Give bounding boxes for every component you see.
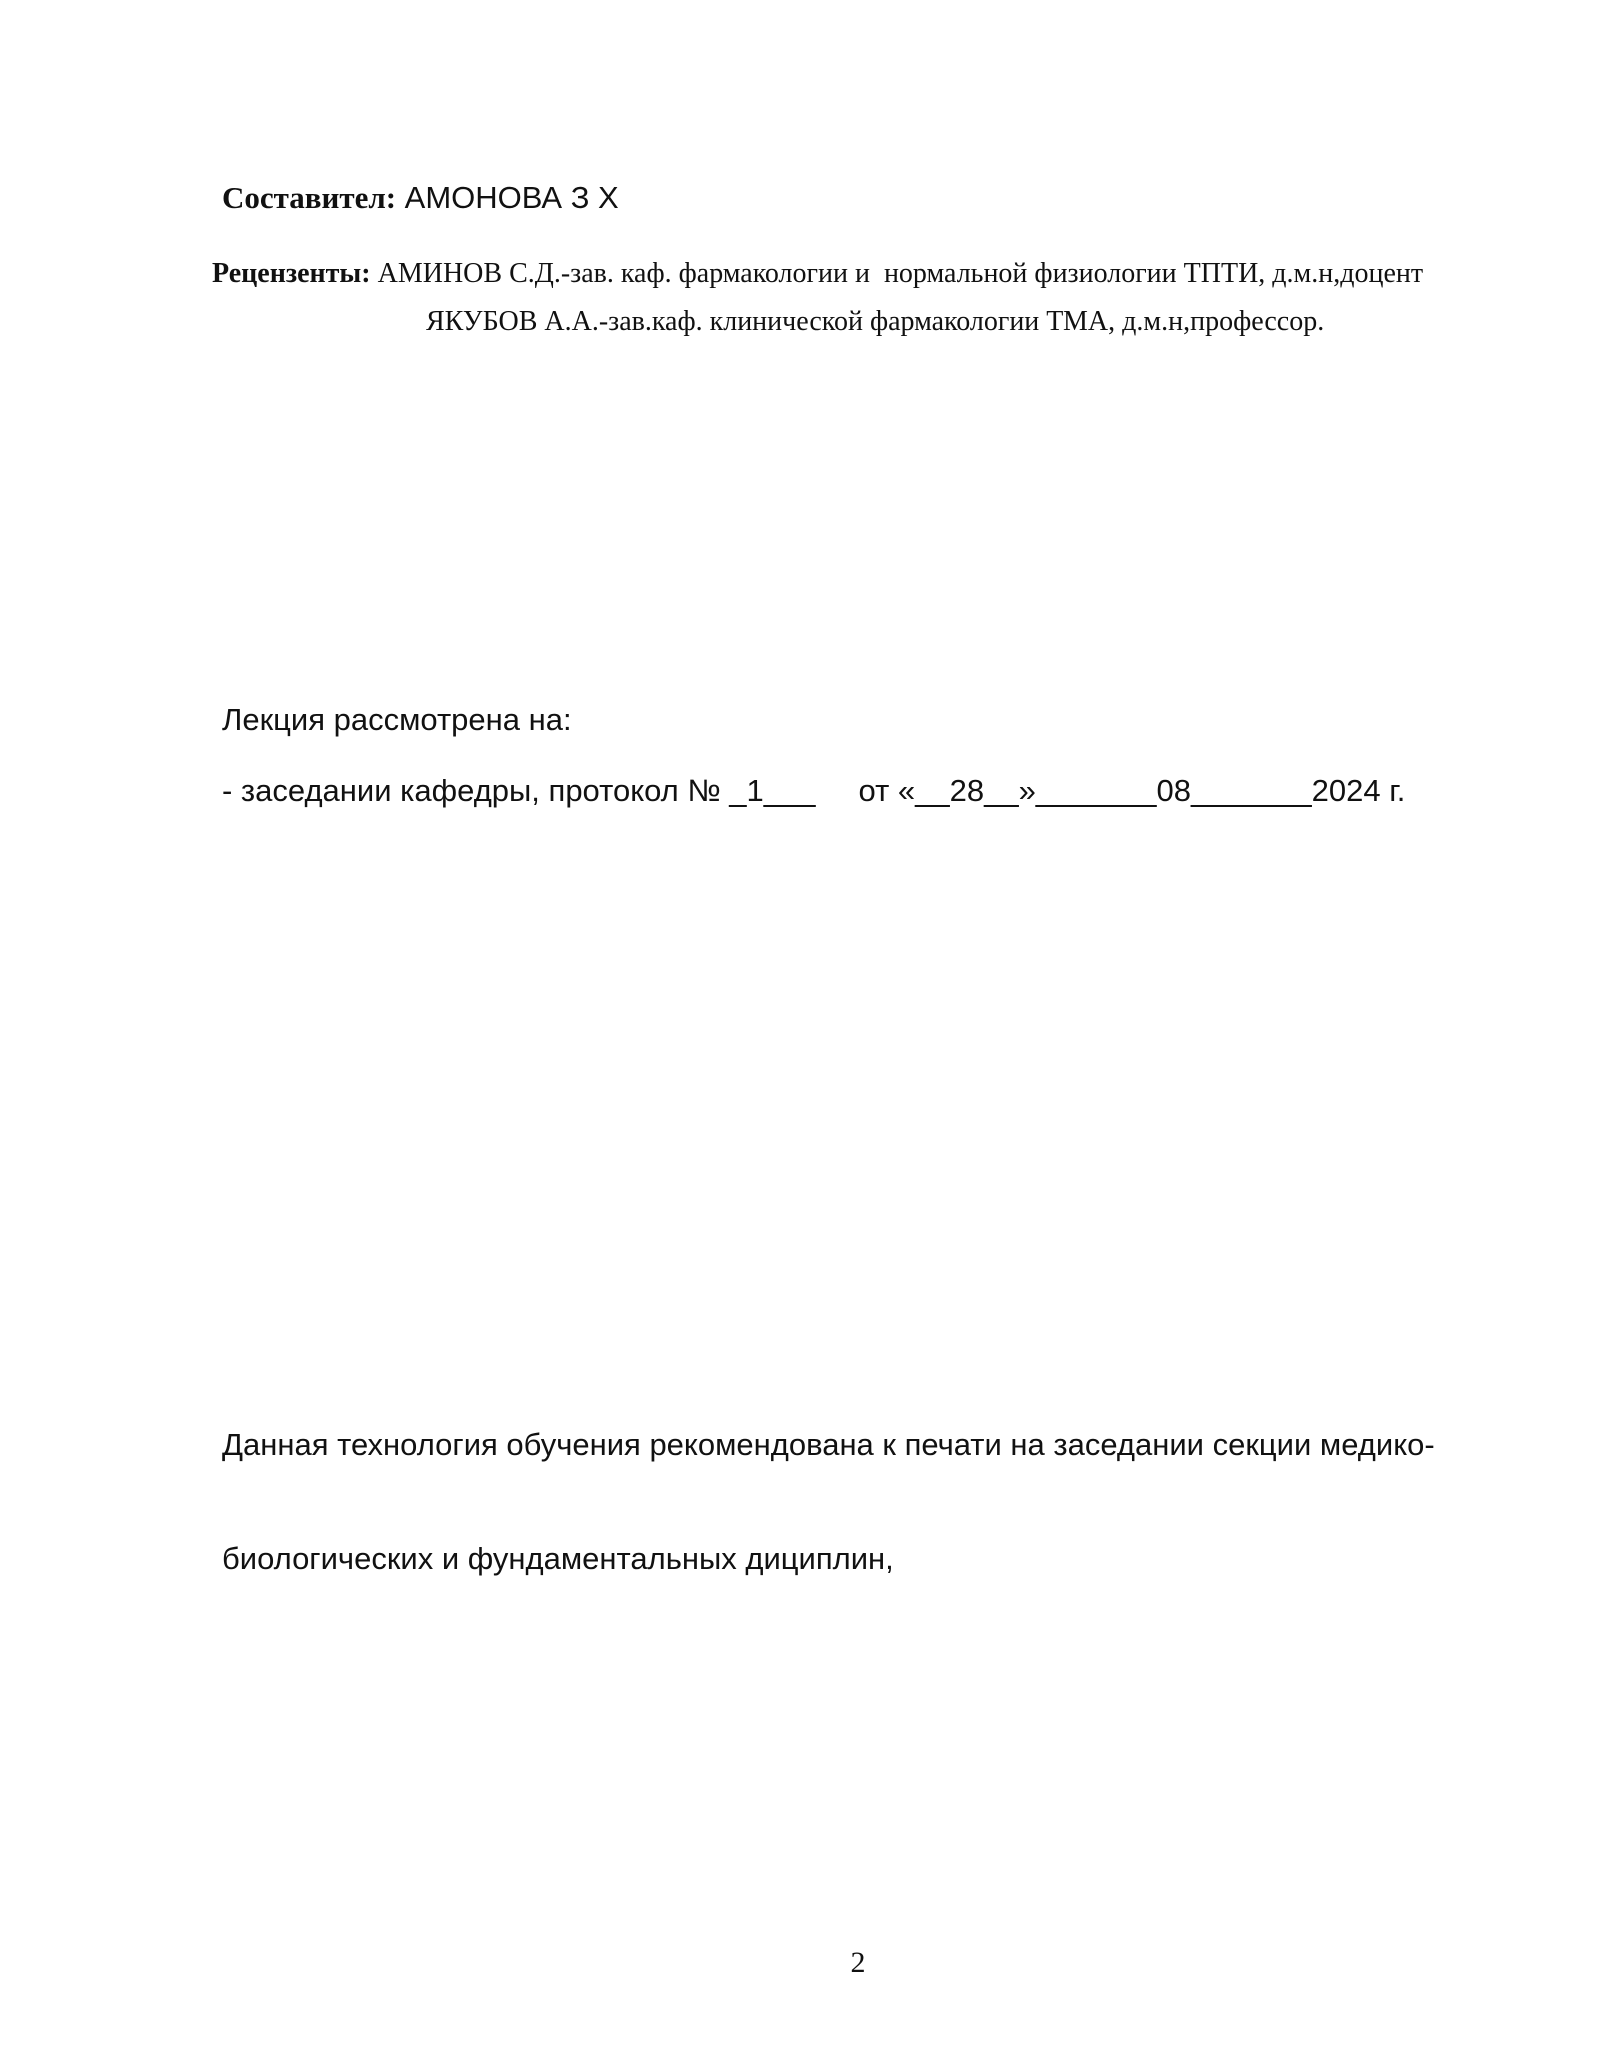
recommendation-line-2: биологических и фундаментальных дициплин,	[222, 1541, 894, 1576]
reviewers-label: Рецензенты:	[212, 258, 371, 289]
reviewers-line-1	[212, 258, 1423, 290]
page-number: 2	[850, 1946, 866, 1979]
approval-heading: Лекция рассмотрена на:	[222, 702, 572, 737]
compiler-label: Составител:	[222, 180, 397, 215]
recommendation-paragraph	[222, 1350, 1435, 1654]
protocol-line: - заседании кафедры, протокол № _1___ от «__28__»_______08_______2024 г.	[222, 773, 1406, 808]
reviewer-1: АМИНОВ С.Д.-зав. каф. фармакологии и нормальной физиологии ТПТИ, д.м.н,доцент	[370, 258, 1424, 289]
reviewer-2: ЯКУБОВ А.А.-зав.каф. клинической фармакологии ТМА, д.м.н,профессор.	[426, 306, 1325, 337]
compiler-name: АМОНОВА З Х	[396, 180, 619, 215]
recommendation-line-1: Данная технология обучения рекомендована к печати на заседании секции медико-	[222, 1427, 1435, 1462]
compiler-line	[222, 180, 619, 216]
